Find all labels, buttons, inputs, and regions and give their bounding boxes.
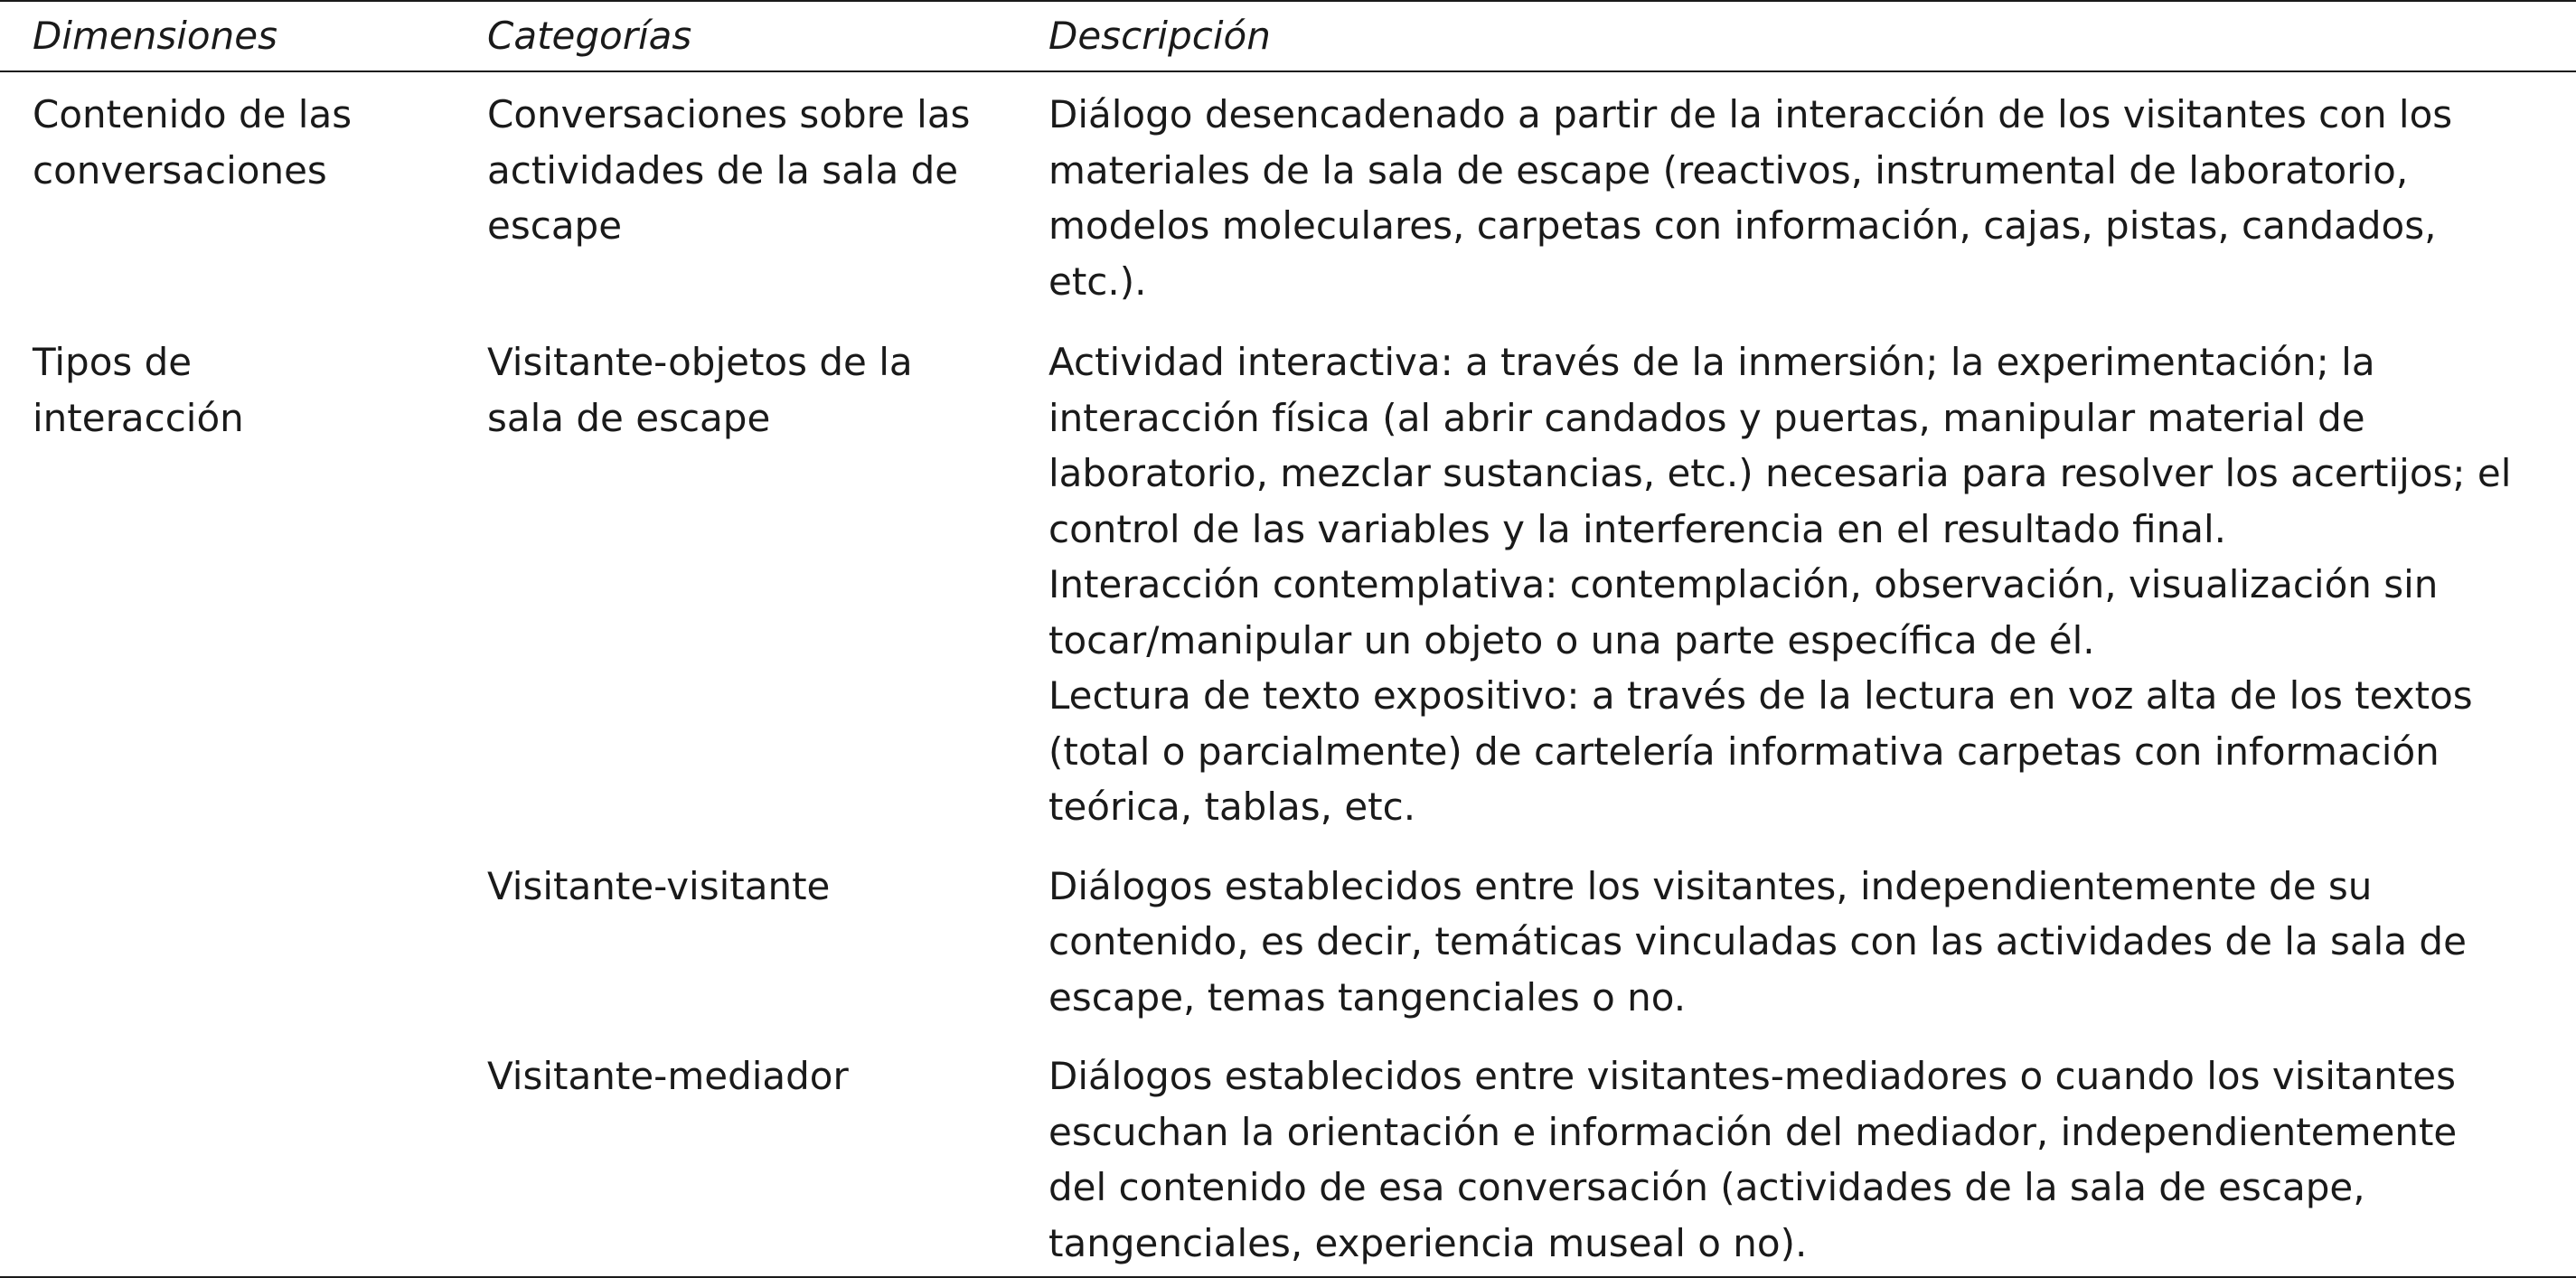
cell-dimension: Tipos de interacción [33,340,244,440]
cell-category: Visitante-visitante [487,863,831,908]
cell-description: Actividad interactiva: a través de la inmersión; la experimentación; la interacción física (al abrir candados y puertas, manipular material de laboratorio, mezclar sustancias, etc.) necesaria para resolver los acertijos; el control de las variables y la interferencia en el resultado final. Interacción contemplativa: contemplación, observación, visualización sin tocar/manipular un objeto o una parte específica de él. Lectura de texto expositivo: a través de la lectura en voz alta de los textos (total o parcialmente) de cartelería informativa carpetas con información teórica, tablas, etc. [1048,340,2512,829]
header-categories: Categorías [487,14,692,58]
table-row [0,322,2576,848]
table-row [0,1038,2576,1277]
cell-description: Diálogos establecidos entre visitantes-mediadores o cuando los visitantes escuchan la orientación e información del mediador, independientemente del contenido de esa conversación (actividades de la sala de escape, tangenciales, experiencia museal o no). [1048,1054,2458,1265]
header-description: Descripción [1048,14,1271,58]
header-dimensions: Dimensiones [33,14,277,58]
cell-category: Visitante-objetos de la sala de escape [487,340,913,440]
table-row [0,848,2576,1038]
header-row [0,1,2576,71]
cell-dimension [0,1038,487,1277]
table-header [0,1,2576,71]
table-row [0,71,2576,322]
cell-dimension: Contenido de las conversaciones [33,92,353,193]
cell-category: Visitante-mediador [487,1054,849,1098]
cell-description: Diálogos establecidos entre los visitantes, independientemente de su contenido, es decir, temáticas vinculadas con las actividades de la sala de escape, temas tangenciales o no. [1048,863,2467,1020]
cell-category: Conversaciones sobre las actividades de la sala de escape [487,92,971,248]
cell-dimension [0,848,487,1038]
table-body [0,71,2576,1277]
cell-description: Diálogo desencadenado a partir de la interacción de los visitantes con los materiales de la sala de escape (reactivos, instrumental de laboratorio, modelos moleculares, carpetas con información, cajas, pistas, candados, etc.). [1048,92,2453,304]
